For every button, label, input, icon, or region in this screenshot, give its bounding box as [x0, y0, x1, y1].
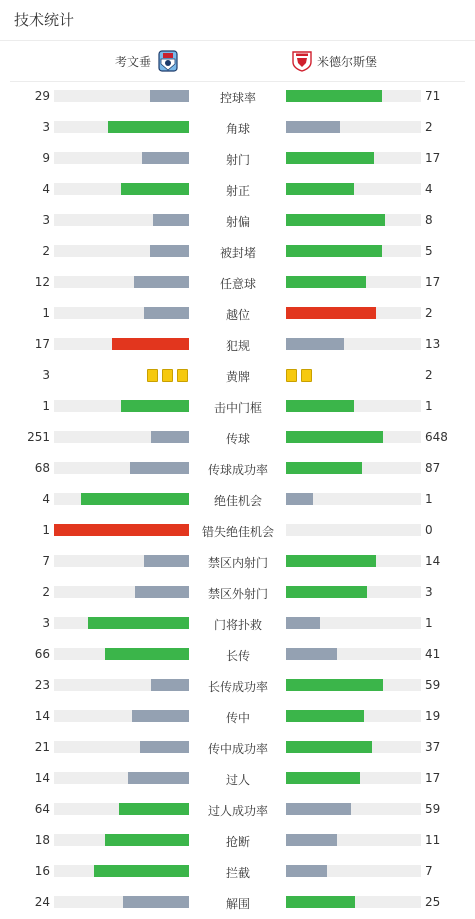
- home-bar-track: [54, 772, 189, 784]
- stat-row: [0, 360, 475, 391]
- away-bar-track: [286, 555, 421, 567]
- away-bar: [286, 400, 354, 412]
- away-bar: [286, 90, 382, 102]
- away-bar: [286, 152, 374, 164]
- home-bar: [134, 276, 189, 288]
- stat-label: 长传: [225, 649, 250, 663]
- stat-row: [0, 763, 475, 794]
- coventry-crest-icon: [157, 50, 179, 72]
- stat-label: 射偏: [225, 215, 250, 229]
- stat-row: [0, 422, 475, 453]
- stat-label: 过人成功率: [207, 804, 268, 818]
- home-bar: [123, 896, 189, 908]
- middlesbrough-crest-icon: [291, 50, 313, 72]
- stat-row: [0, 825, 475, 856]
- away-bar-track: [286, 245, 421, 257]
- away-bar-track: [286, 741, 421, 753]
- away-value: 17: [425, 771, 441, 785]
- away-bar-track: [286, 896, 421, 908]
- home-bar-track: [54, 431, 189, 443]
- home-value: 64: [34, 802, 50, 816]
- home-value: 1: [42, 306, 50, 320]
- stat-row: [0, 484, 475, 515]
- stat-row: [0, 143, 475, 174]
- home-value: 68: [34, 461, 50, 475]
- away-value: 1: [425, 616, 433, 630]
- home-value: 17: [34, 337, 50, 351]
- home-bar: [112, 338, 189, 350]
- home-bar: [105, 834, 189, 846]
- home-value: 9: [42, 151, 50, 165]
- home-bar-track: [54, 493, 189, 505]
- away-bar-track: [286, 338, 421, 350]
- home-bar-track: [54, 555, 189, 567]
- stat-label: 解围: [225, 897, 250, 911]
- stat-row: [0, 608, 475, 639]
- stat-label: 越位: [225, 308, 250, 322]
- away-value: 87: [425, 461, 441, 475]
- yellow-card-icon: [162, 369, 173, 382]
- away-bar-track: [286, 772, 421, 784]
- away-bar-track: [286, 679, 421, 691]
- stat-label: 禁区外射门: [207, 587, 268, 601]
- home-bar: [130, 462, 189, 474]
- home-bar-track: [54, 121, 189, 133]
- stats-list: [0, 81, 475, 918]
- home-bar: [132, 710, 189, 722]
- home-bar-track: [54, 183, 189, 195]
- away-bar: [286, 493, 313, 505]
- away-bar: [286, 617, 320, 629]
- home-bar: [144, 307, 189, 319]
- away-bar: [286, 183, 354, 195]
- stat-row: [0, 577, 475, 608]
- away-bar-track: [286, 586, 421, 598]
- home-bar: [94, 865, 189, 877]
- away-bar-track: [286, 865, 421, 877]
- stat-row: [0, 670, 475, 701]
- stat-label: 黄牌: [225, 370, 250, 384]
- home-bar-track: [54, 338, 189, 350]
- away-bar: [286, 741, 372, 753]
- stat-row: [0, 856, 475, 887]
- away-bar: [286, 214, 385, 226]
- yellow-card-icon: [177, 369, 188, 382]
- stat-label: 传中成功率: [207, 742, 268, 756]
- away-bar: [286, 276, 366, 288]
- stat-label: 射门: [225, 153, 250, 167]
- away-bar: [286, 555, 376, 567]
- away-bar: [286, 803, 351, 815]
- home-value: 3: [42, 368, 50, 382]
- home-bar-track: [54, 679, 189, 691]
- stat-label: 射正: [225, 184, 250, 198]
- away-value: 2: [425, 306, 433, 320]
- away-bar: [286, 121, 340, 133]
- home-bar: [144, 555, 189, 567]
- away-value: 41: [425, 647, 441, 661]
- home-bar: [150, 245, 189, 257]
- home-bar-track: [54, 896, 189, 908]
- home-value: 14: [34, 709, 50, 723]
- away-value: 59: [425, 802, 441, 816]
- stat-label: 击中门框: [213, 401, 262, 415]
- away-value: 17: [425, 151, 441, 165]
- home-bar-track: [54, 617, 189, 629]
- home-bar: [151, 431, 189, 443]
- home-value: 7: [42, 554, 50, 568]
- away-bar-track: [286, 524, 421, 536]
- home-team-name: 考文垂: [114, 54, 151, 69]
- away-value: 648: [425, 430, 448, 444]
- away-bar-track: [286, 90, 421, 102]
- stat-row: [0, 174, 475, 205]
- home-bar-track: [54, 152, 189, 164]
- home-yellow-cards: [147, 369, 188, 382]
- stat-label: 过人: [225, 773, 250, 787]
- home-value: 21: [34, 740, 50, 754]
- stat-row: [0, 81, 475, 112]
- away-bar-track: [286, 710, 421, 722]
- home-bar: [135, 586, 189, 598]
- away-value: 8: [425, 213, 433, 227]
- stat-row: [0, 298, 475, 329]
- away-bar: [286, 679, 383, 691]
- stat-label: 拦截: [225, 866, 250, 880]
- home-value: 24: [34, 895, 50, 909]
- stat-label: 角球: [225, 122, 250, 136]
- stat-row: [0, 701, 475, 732]
- home-value: 18: [34, 833, 50, 847]
- away-value: 2: [425, 368, 433, 382]
- home-bar: [153, 214, 189, 226]
- stat-label: 传球: [225, 432, 250, 446]
- home-bar-track: [54, 462, 189, 474]
- home-bar: [140, 741, 189, 753]
- home-bar-track: [54, 400, 189, 412]
- home-value: 23: [34, 678, 50, 692]
- home-bar-track: [54, 586, 189, 598]
- away-bar: [286, 307, 376, 319]
- away-yellow-cards: [286, 369, 312, 382]
- stat-label: 被封堵: [219, 246, 256, 260]
- away-bar: [286, 431, 383, 443]
- stat-label: 错失绝佳机会: [201, 525, 274, 539]
- away-value: 1: [425, 399, 433, 413]
- stat-label: 门将扑救: [213, 618, 262, 632]
- yellow-card-icon: [301, 369, 312, 382]
- home-value: 2: [42, 585, 50, 599]
- home-bar-track: [54, 834, 189, 846]
- home-value: 12: [34, 275, 50, 289]
- home-bar: [142, 152, 189, 164]
- away-bar-track: [286, 307, 421, 319]
- stat-label: 犯规: [225, 339, 250, 353]
- home-value: 14: [34, 771, 50, 785]
- home-bar: [151, 679, 189, 691]
- stat-row: [0, 267, 475, 298]
- away-bar: [286, 834, 337, 846]
- away-bar: [286, 896, 355, 908]
- away-value: 25: [425, 895, 441, 909]
- away-bar: [286, 462, 362, 474]
- home-value: 3: [42, 213, 50, 227]
- home-value: 4: [42, 182, 50, 196]
- away-bar-track: [286, 648, 421, 660]
- away-value: 14: [425, 554, 441, 568]
- stat-row: [0, 732, 475, 763]
- home-bar: [54, 524, 189, 536]
- away-bar: [286, 245, 382, 257]
- away-bar-track: [286, 803, 421, 815]
- stat-label: 抢断: [225, 835, 250, 849]
- away-value: 37: [425, 740, 441, 754]
- away-value: 7: [425, 864, 433, 878]
- stat-row: [0, 453, 475, 484]
- away-bar: [286, 865, 327, 877]
- home-bar-track: [54, 803, 189, 815]
- home-bar-track: [54, 245, 189, 257]
- home-value: 66: [34, 647, 50, 661]
- away-value: 3: [425, 585, 433, 599]
- yellow-card-icon: [147, 369, 158, 382]
- home-bar-track: [54, 524, 189, 536]
- away-bar-track: [286, 834, 421, 846]
- away-bar-track: [286, 462, 421, 474]
- away-value: 13: [425, 337, 441, 351]
- away-bar: [286, 338, 344, 350]
- away-value: 2: [425, 120, 433, 134]
- away-bar-track: [286, 400, 421, 412]
- stat-row: [0, 887, 475, 918]
- away-value: 1: [425, 492, 433, 506]
- away-value: 11: [425, 833, 441, 847]
- home-bar: [88, 617, 189, 629]
- page-title: 技术统计: [0, 0, 475, 41]
- home-value: 29: [34, 89, 50, 103]
- home-value: 1: [42, 523, 50, 537]
- away-team: [291, 50, 377, 72]
- away-bar: [286, 710, 364, 722]
- stat-label: 长传成功率: [207, 680, 268, 694]
- home-bar: [81, 493, 189, 505]
- away-bar-track: [286, 183, 421, 195]
- stat-row: [0, 515, 475, 546]
- stat-label: 传球成功率: [207, 463, 268, 477]
- away-team-name: 米德尔斯堡: [317, 54, 378, 69]
- away-bar-track: [286, 431, 421, 443]
- stat-label: 任意球: [219, 277, 256, 291]
- away-bar-track: [286, 121, 421, 133]
- home-bar-track: [54, 307, 189, 319]
- stat-label: 禁区内射门: [207, 556, 268, 570]
- away-bar: [286, 648, 337, 660]
- home-team: [115, 50, 179, 72]
- stat-label: 控球率: [219, 91, 256, 105]
- home-bar-track: [54, 741, 189, 753]
- stat-row: [0, 205, 475, 236]
- away-bar-track: [286, 276, 421, 288]
- home-bar-track: [54, 710, 189, 722]
- home-bar-track: [54, 214, 189, 226]
- home-value: 2: [42, 244, 50, 258]
- home-bar: [150, 90, 189, 102]
- home-bar: [108, 121, 189, 133]
- away-bar: [286, 772, 360, 784]
- stat-row: [0, 112, 475, 143]
- away-bar-track: [286, 152, 421, 164]
- teams-header: [10, 41, 465, 82]
- home-bar-track: [54, 648, 189, 660]
- away-value: 17: [425, 275, 441, 289]
- stat-row: [0, 639, 475, 670]
- home-bar: [128, 772, 189, 784]
- stat-row: [0, 794, 475, 825]
- home-value: 1: [42, 399, 50, 413]
- stat-label: 绝佳机会: [213, 494, 262, 508]
- stat-row: [0, 329, 475, 360]
- home-bar: [119, 803, 189, 815]
- away-value: 19: [425, 709, 441, 723]
- away-bar-track: [286, 617, 421, 629]
- home-bar-track: [54, 865, 189, 877]
- home-bar-track: [54, 276, 189, 288]
- stat-label: 传中: [225, 711, 250, 725]
- home-value: 16: [34, 864, 50, 878]
- home-value: 4: [42, 492, 50, 506]
- home-value: 251: [27, 430, 50, 444]
- away-value: 4: [425, 182, 433, 196]
- yellow-card-icon: [286, 369, 297, 382]
- away-value: 5: [425, 244, 433, 258]
- away-bar-track: [286, 493, 421, 505]
- stat-row: [0, 236, 475, 267]
- away-value: 59: [425, 678, 441, 692]
- away-value: 71: [425, 89, 441, 103]
- stat-row: [0, 391, 475, 422]
- home-bar: [105, 648, 189, 660]
- away-bar-track: [286, 214, 421, 226]
- home-value: 3: [42, 616, 50, 630]
- home-value: 3: [42, 120, 50, 134]
- stat-row: [0, 546, 475, 577]
- away-value: 0: [425, 523, 433, 537]
- home-bar-track: [54, 90, 189, 102]
- home-bar: [121, 400, 189, 412]
- away-bar: [286, 586, 367, 598]
- home-bar: [121, 183, 189, 195]
